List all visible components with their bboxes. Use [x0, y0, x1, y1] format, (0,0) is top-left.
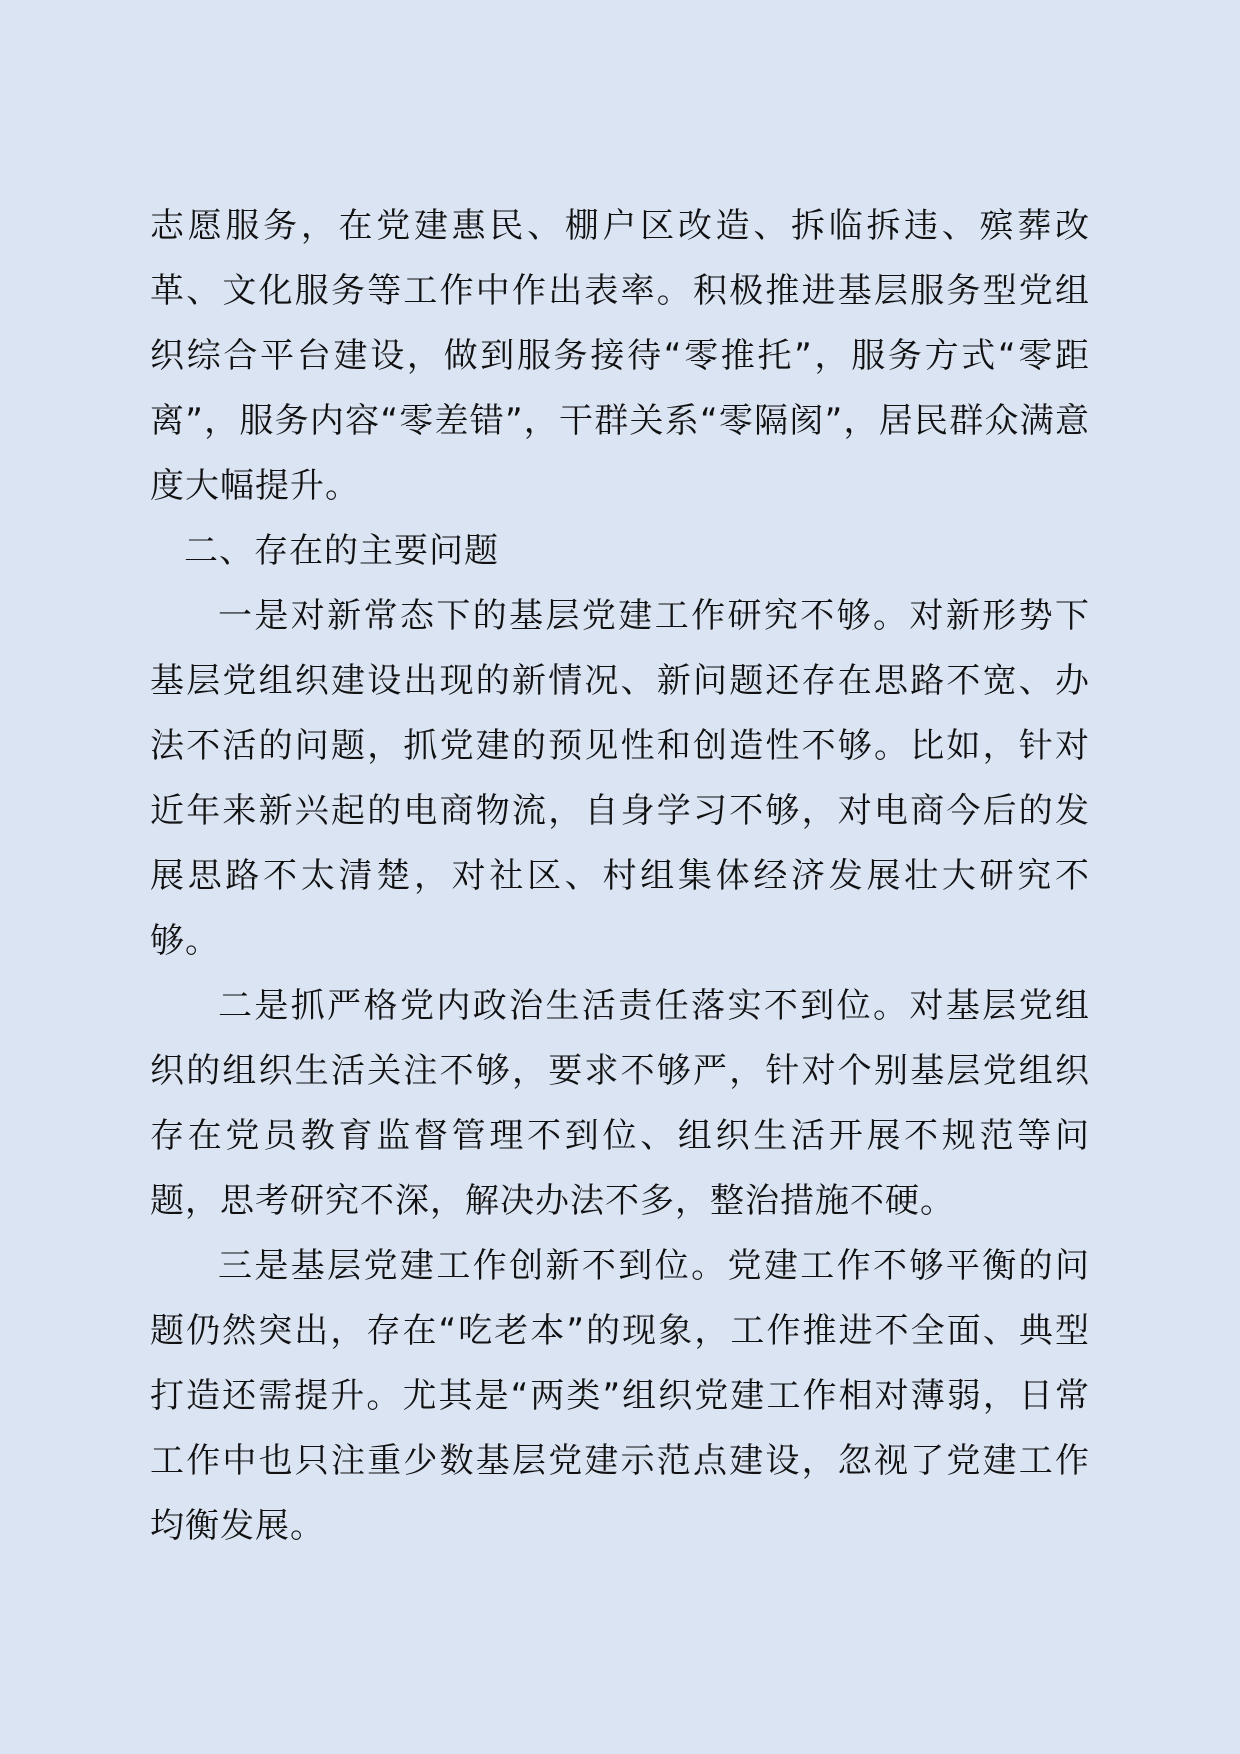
- problem-paragraph-2: 二是抓严格党内政治生活责任落实不到位。对基层党组织的组织生活关注不够，要求不够严，针对个别基层党组织存在党员教育监督管理不到位、组织生活开展不规范等问题，思考研究不深，解决办法不多，整治措施不硬。: [150, 986, 1090, 1221]
- document-page: [150, 194, 1090, 1559]
- continuation-paragraph: 志愿服务，在党建惠民、棚户区改造、拆临拆违、殡葬改革、文化服务等工作中作出表率。积极推进基层服务型党组织综合平台建设，做到服务接待“零推托”，服务方式“零距离”，服务内容“零差错”，干群关系“零隔阂”，居民群众满意度大幅提升。: [150, 206, 1090, 506]
- problem-paragraph-1: 一是对新常态下的基层党建工作研究不够。对新形势下基层党组织建设出现的新情况、新问题还存在思路不宽、办法不活的问题，抓党建的预见性和创造性不够。比如，针对近年来新兴起的电商物流，自身学习不够，对电商今后的发展思路不太清楚，对社区、村组集体经济发展壮大研究不够。: [150, 596, 1090, 961]
- section-heading: 二、存在的主要问题: [184, 531, 499, 571]
- problem-paragraph-3: 三是基层党建工作创新不到位。党建工作不够平衡的问题仍然突出，存在“吃老本”的现象，工作推进不全面、典型打造还需提升。尤其是“两类”组织党建工作相对薄弱，日常工作中也只注重少数基层党建示范点建设，忽视了党建工作均衡发展。: [150, 1246, 1090, 1546]
